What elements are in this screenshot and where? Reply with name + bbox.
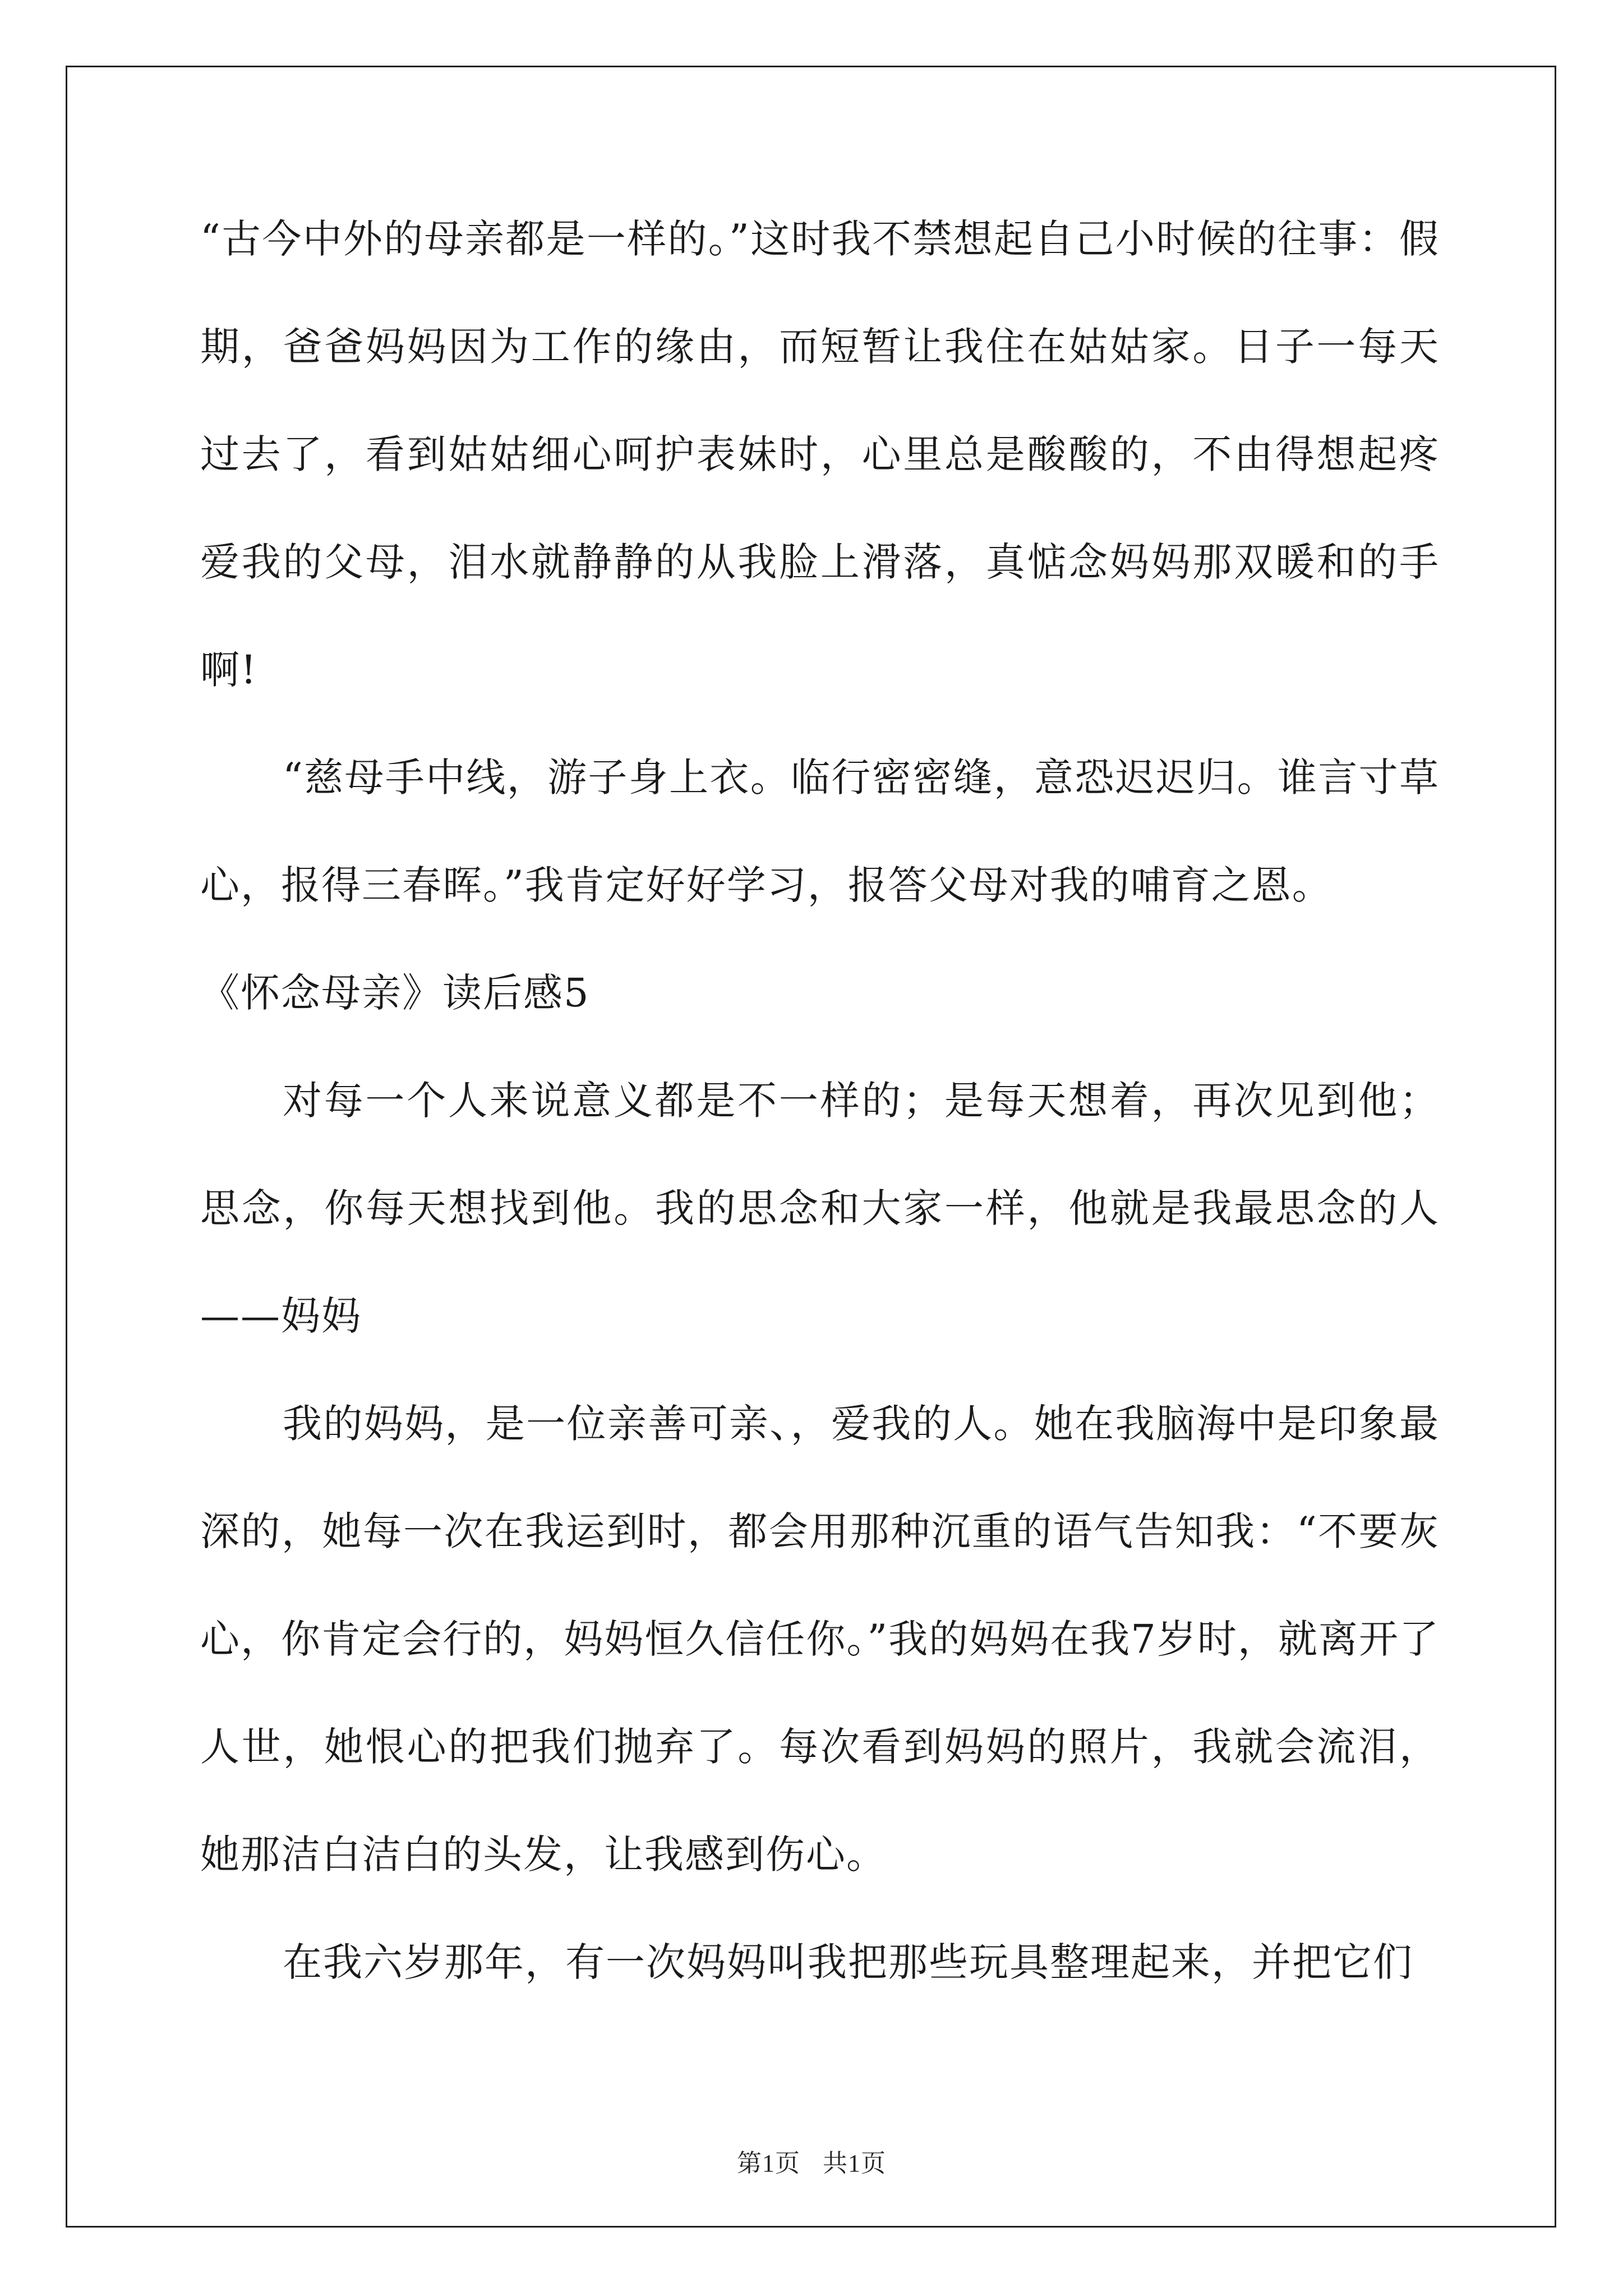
- page-total: 共1页: [823, 2150, 886, 2177]
- paragraph-5: 在我六岁那年，有一次妈妈叫我把那些玩具整理起来，并把它们: [283, 1939, 1413, 1985]
- page-footer: [0, 2143, 1623, 2179]
- document-body: [200, 185, 1440, 2016]
- paragraph-3: 对每一个人来说意义都是不一样的；是每天想着，再次见到他；思念，你每天想找到他。我的思念和大家一样，他就是我最思念的人——妈妈: [200, 1078, 1440, 1339]
- section-title: 《怀念母亲》读后感5: [200, 970, 590, 1016]
- paragraph-1: “古今中外的母亲都是一样的。”这时我不禁想起自己小时候的往事：假期，爸爸妈妈因为工作的缘由，而短暂让我住在姑姑家。日子一每天过去了，看到姑姑细心呵护表妹时，心里总是酸酸的，不由得想起疼爱我的父母，泪水就静静的从我脸上滑落，真惦念妈妈那双暖和的手啊!: [200, 216, 1440, 693]
- paragraph-4: 我的妈妈，是一位亲善可亲、，爱我的人。她在我脑海中是印象最深的，她每一次在我运到时，都会用那种沉重的语气告知我：“不要灰心，你肯定会行的，妈妈恒久信任你。”我的妈妈在我7岁时，就离开了人世，她恨心的把我们抛弃了。每次看到妈妈的照片，我就会流泪，她那洁白洁白的头发，让我感到伤心。: [200, 1401, 1440, 1878]
- page-number: 第1页: [737, 2150, 800, 2177]
- paragraph-2: “慈母手中线，游子身上衣。临行密密缝，意恐迟迟归。谁言寸草心，报得三春晖。”我肯定好好学习，报答父母对我的哺育之恩。: [200, 754, 1440, 908]
